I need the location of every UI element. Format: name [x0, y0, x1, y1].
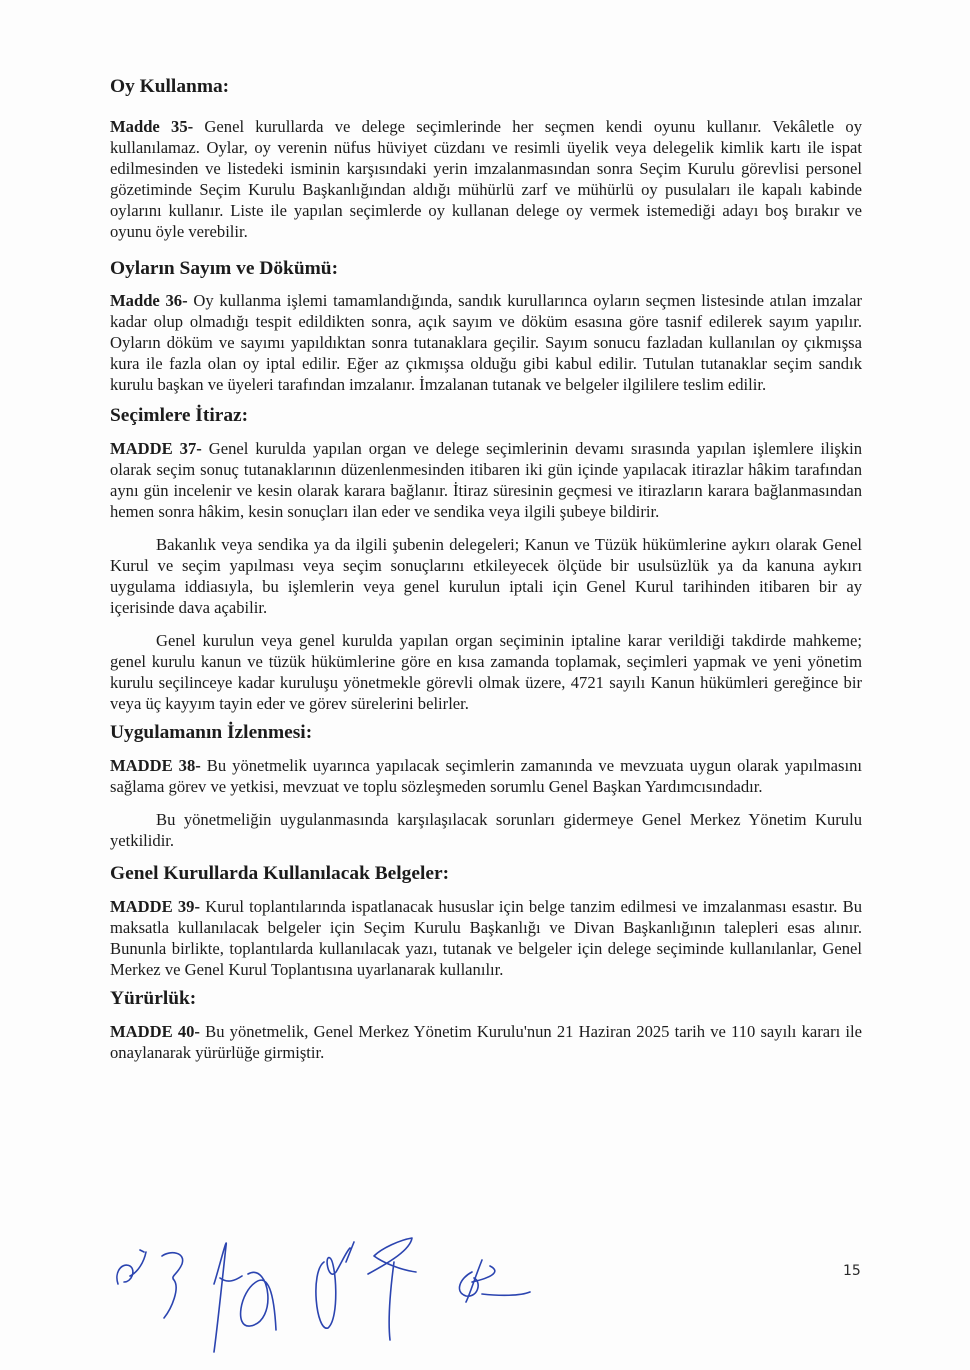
signature-1	[117, 1250, 146, 1284]
article-37	[110, 438, 862, 522]
signature-2	[162, 1253, 183, 1318]
heading-genel-kurullarda-belgeler: Genel Kurullarda Kullanılacak Belgeler:	[110, 863, 450, 884]
heading-secimlere-itiraz: Seçimlere İtiraz:	[110, 405, 249, 426]
article-39	[110, 896, 862, 980]
article-36-label: Madde 36-	[110, 291, 188, 310]
signature-6	[459, 1260, 530, 1302]
signature-3	[214, 1243, 276, 1352]
signature-4	[316, 1242, 354, 1328]
heading-uygulamanin-izlenmesi: Uygulamanın İzlenmesi:	[110, 722, 313, 743]
article-38-text: Bu yönetmelik uyarınca yapılacak seçimlerin zamanında ve mevzuata uygun olarak yapılmasını sağlama görev ve yetkisi, mevzuat ve toplu sözleşmeden sorumlu Genel Başkan Yardımcısındadır.	[110, 756, 862, 796]
article-39-label: MADDE 39-	[110, 897, 201, 916]
article-38-label: MADDE 38-	[110, 756, 201, 775]
article-35	[110, 116, 862, 242]
heading-oy-kullanma: Oy Kullanma:	[110, 76, 230, 97]
article-39-text: Kurul toplantılarında ispatlanacak hususlar için belge tanzim edilmesi ve imzalanması esastır. Bu maksatla kullanılacak belgeler için Seçim Kurulu Başkanlığı ve Divan Başkanlığının talepleri esas alınır. Bununla birlikte, toplantılarda kullanılacak yazı, tutanak ve belgeler için delege seçiminde kullanılanlar, Genel Merkez ve Genel Kurul Toplantısına uyarlanarak kullanılır.	[110, 897, 863, 979]
article-35-text: Genel kurullarda ve delege seçimlerinde her seçmen kendi oyunu kullanır. Vekâletle oy kullanılamaz. Oylar, oy verenin nüfus hüviyet cüzdanı ve resimli üyelik veya delegelik kimlik kartı ile ispat edilmesinden ve listedeki isminin karşısındaki yerin imzalanmasından sonra Seçim Kurulu görevlisi personel gözetiminde Seçim Kurulu Başkanlığından aldığı mühürlü zarf ve mühürlü oy pusulaları ile kapalı kabinde oylarını kullanır. Liste ile yapılan seçimlerde oy kullanan delege oy vermek istemediği adayı boş bırakır ve oyunu öyle verebilir.	[110, 117, 862, 241]
article-37-paragraph-2: Bakanlık veya sendika ya da ilgili şubenin delegeleri; Kanun ve Tüzük hükümlerine aykırı olarak Genel Kurul ve seçim yapılması veya seçim sonuçlarını etkileyecek ölçüde bir usulsüzlük ya da kanuna aykırı uygulama iddiasıyla, bu işlemlerin veya genel kurulun iptali için Genel Kurul tarihinden itibaren bir ay içerisinde dava açabilir.	[110, 535, 862, 617]
article-38-paragraph-2: Bu yönetmeliğin uygulanmasında karşılaşılacak sorunları gidermeye Genel Merkez Yönetim Kurulu yetkilidir.	[110, 810, 862, 850]
article-36	[110, 290, 862, 395]
article-35-label: Madde 35-	[110, 117, 194, 136]
heading-yururluk: Yürürlük:	[110, 988, 197, 1009]
article-40	[110, 1021, 862, 1063]
article-40-label: MADDE 40-	[110, 1022, 200, 1041]
article-36-text: Oy kullanma işlemi tamamlandığında, sandık kurullarınca oyların seçmen listesinde atılan imzalar kadar olup olmadığı tespit edildikten sonra, açık sayım ve döküm esasına göre tasnif edilerek sayım yapılır. Oyların döküm ve sayımı yapıldıktan sonra tutanaklara geçilir. Sayım sonucu fazladan kullanılan oy çıkmışsa kura ile fazla olan oy iptal edilir. Eğer az çıkmışsa olduğu gibi kabul edilir. Tutulan tutanaklar seçim sandık kurulu başkan ve üyeleri tarafından imzalanır. İmzalanan tutanak ve belgeler ilgililere teslim edilir.	[110, 291, 862, 394]
signature-5	[368, 1238, 416, 1340]
article-37-label: MADDE 37-	[110, 439, 202, 458]
article-40-text: Bu yönetmelik, Genel Merkez Yönetim Kurulu'nun 21 Haziran 2025 tarih ve 110 sayılı kararı ile onaylanarak yürürlüğe girmiştir.	[110, 1022, 862, 1062]
article-38	[110, 755, 862, 797]
signatures	[110, 1222, 730, 1362]
heading-oylarin-sayim: Oyların Sayım ve Dökümü:	[110, 258, 339, 279]
article-37-text: Genel kurulda yapılan organ ve delege seçimlerinin devamı sırasında yapılan işlemlere ilişkin olarak seçim sonuç tutanaklarının düzenlenmesinden itibaren iki gün içinde yapılacak itirazlar hâkim tarafından aynı gün incelenir ve kesin olarak karara bağlanır. İtiraz süresinin geçmesi ve itirazların karara bağlanmasından hemen sonra hâkim, kesin sonuçları ilan eder ve sendika veya ilgili şubeye bildirir.	[110, 439, 863, 521]
document-body	[110, 76, 862, 1063]
article-37-paragraph-3: Genel kurulun veya genel kurulda yapılan organ seçiminin iptaline karar verildiği takdirde mahkeme; genel kurulu kanun ve tüzük hükümlerine göre en kısa zamanda toplamak, seçimleri yapmak ve yeni yönetim kurulu seçilinceye kadar kuruluşu yönetmekle görevli olmak üzere, 4721 sayılı Kanun hükümleri gereğince bir veya üç kayyım tayin eder ve görev sürelerini belirler.	[110, 631, 862, 713]
page-number: 15	[843, 1263, 861, 1279]
